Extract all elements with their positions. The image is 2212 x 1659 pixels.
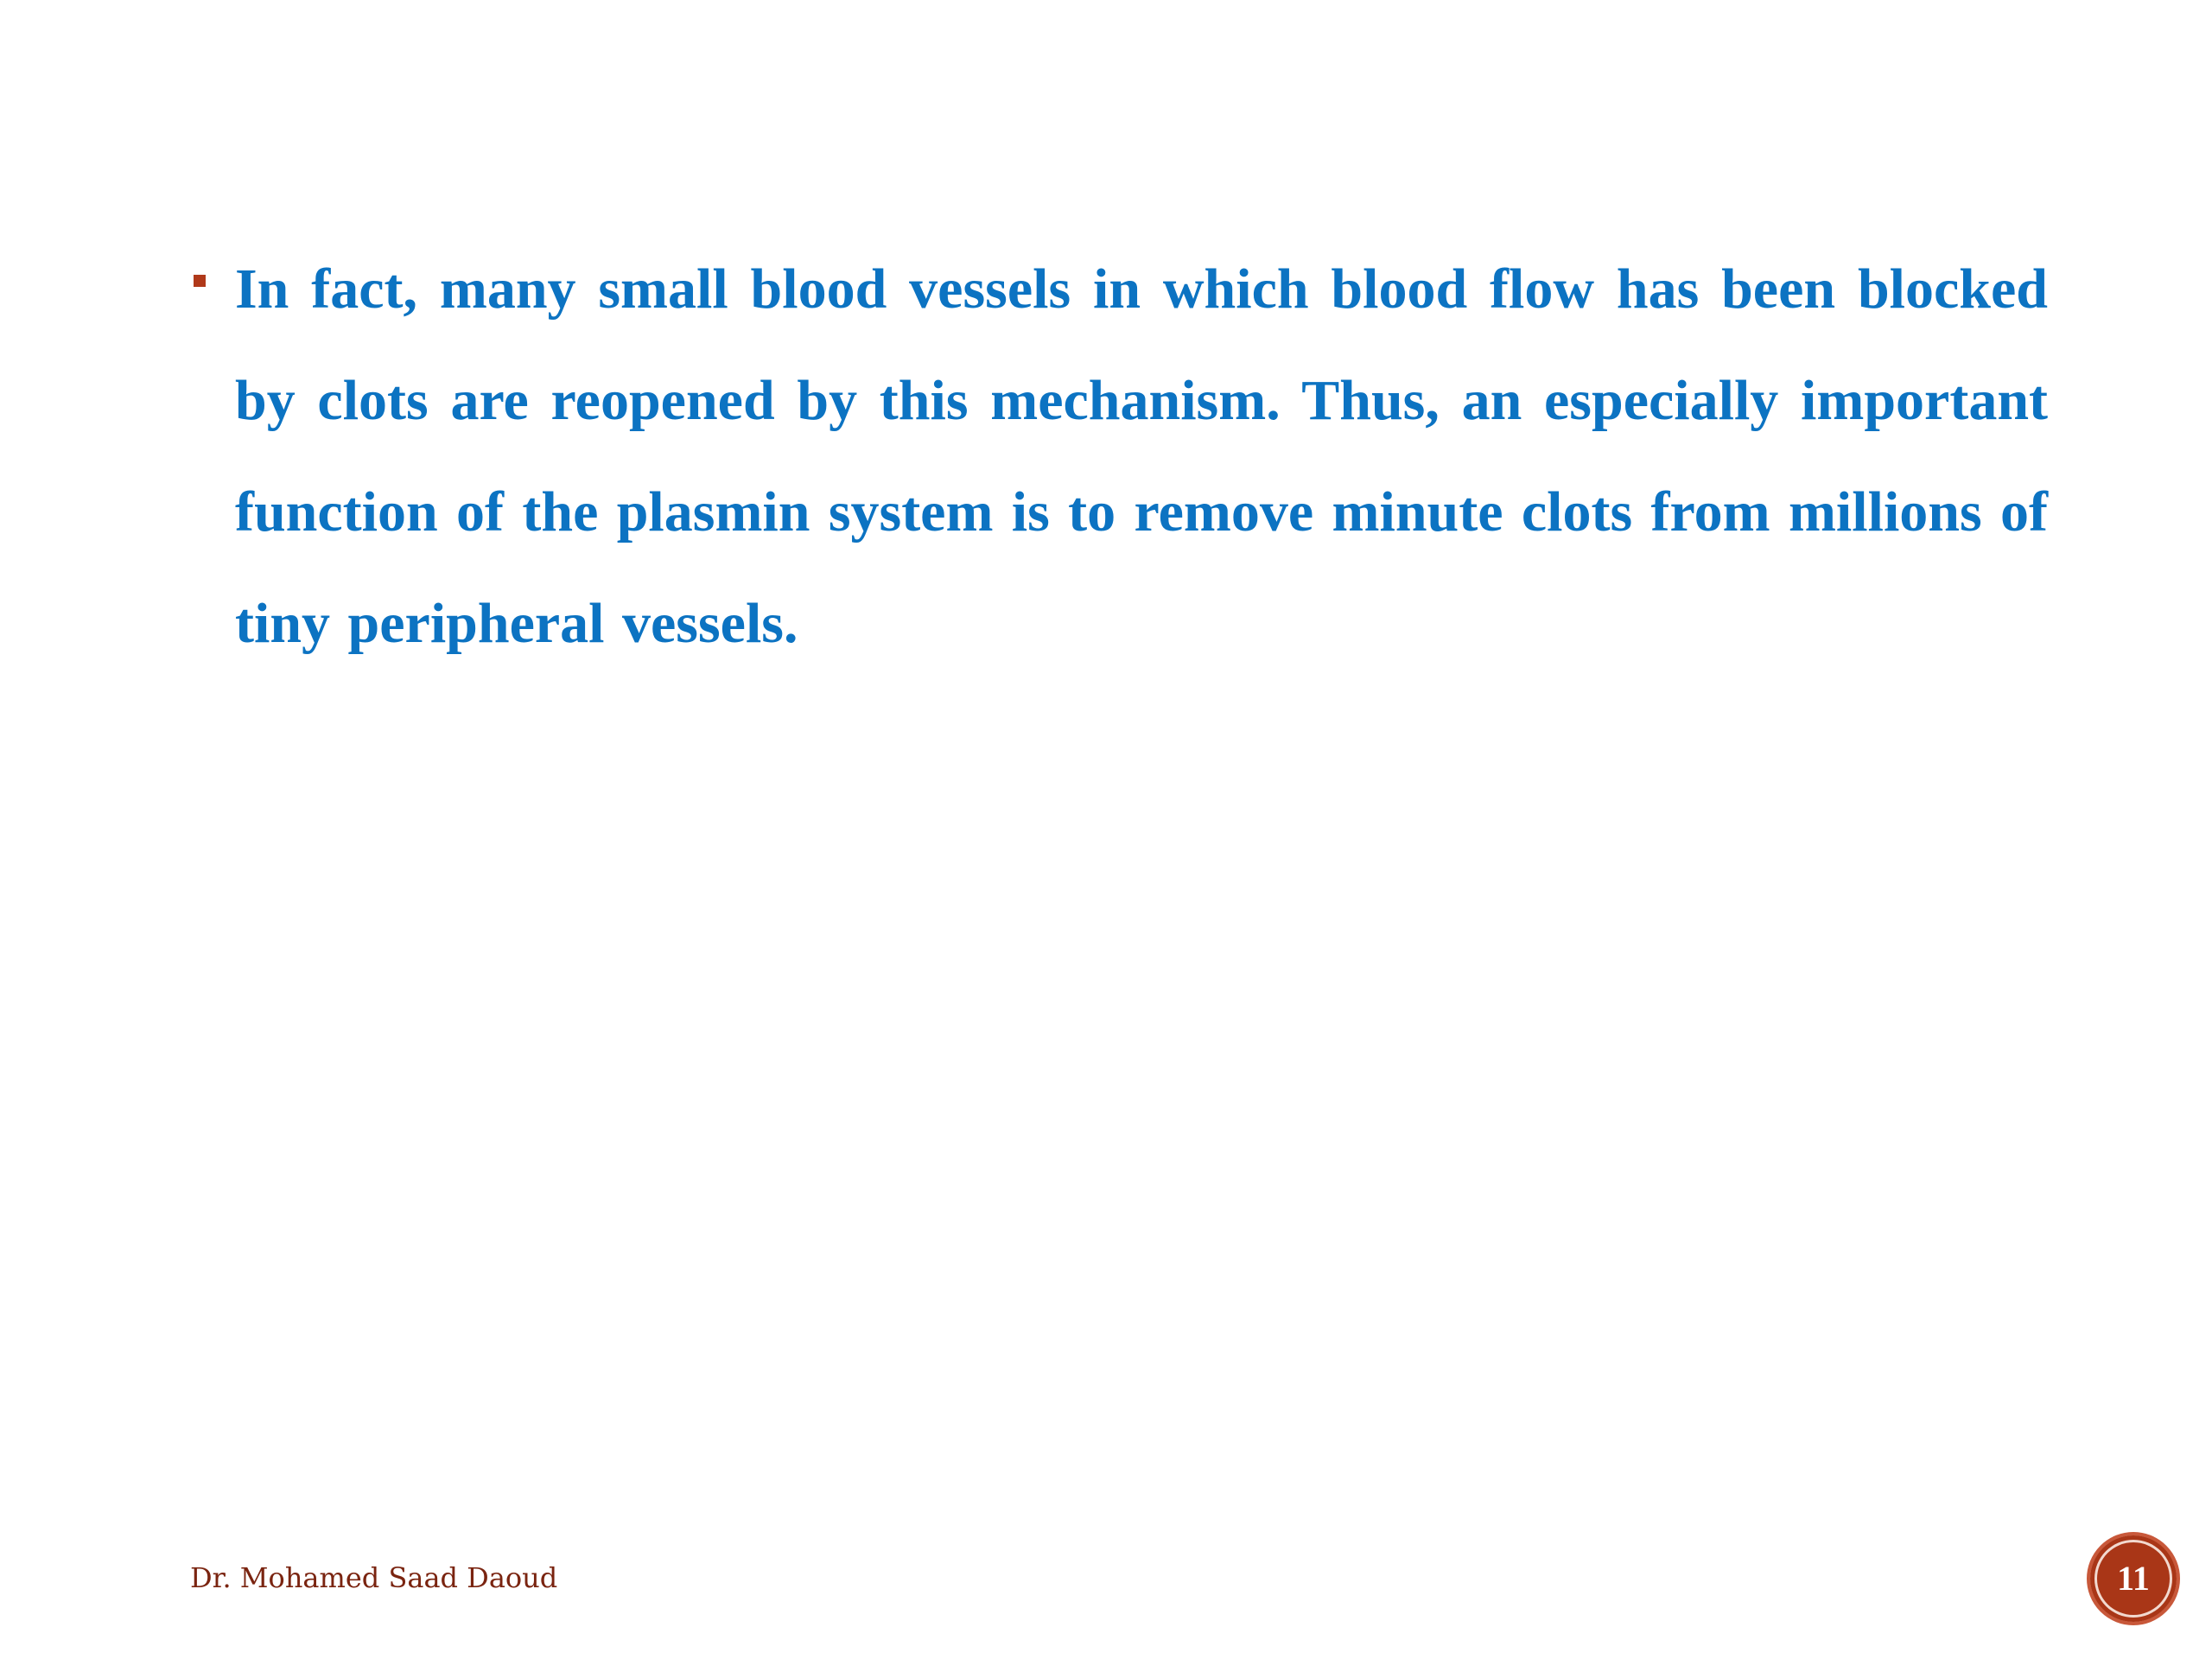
page-number: 11 [2117,1559,2150,1598]
footer-author: Dr. Mohamed Saad Daoud [190,1561,558,1594]
slide-content [192,233,2048,679]
page-number-badge [2087,1532,2180,1625]
square-bullet-icon [194,275,206,287]
bullet-text: In fact, many small blood vessels in which blood flow has been blocked by clots are reopened by this mechanism. Thus, an especially important function of the plasmin system is to remove minute clots from millions of tiny peripheral vessels. [235,257,2048,655]
bullet-item [192,233,2048,679]
